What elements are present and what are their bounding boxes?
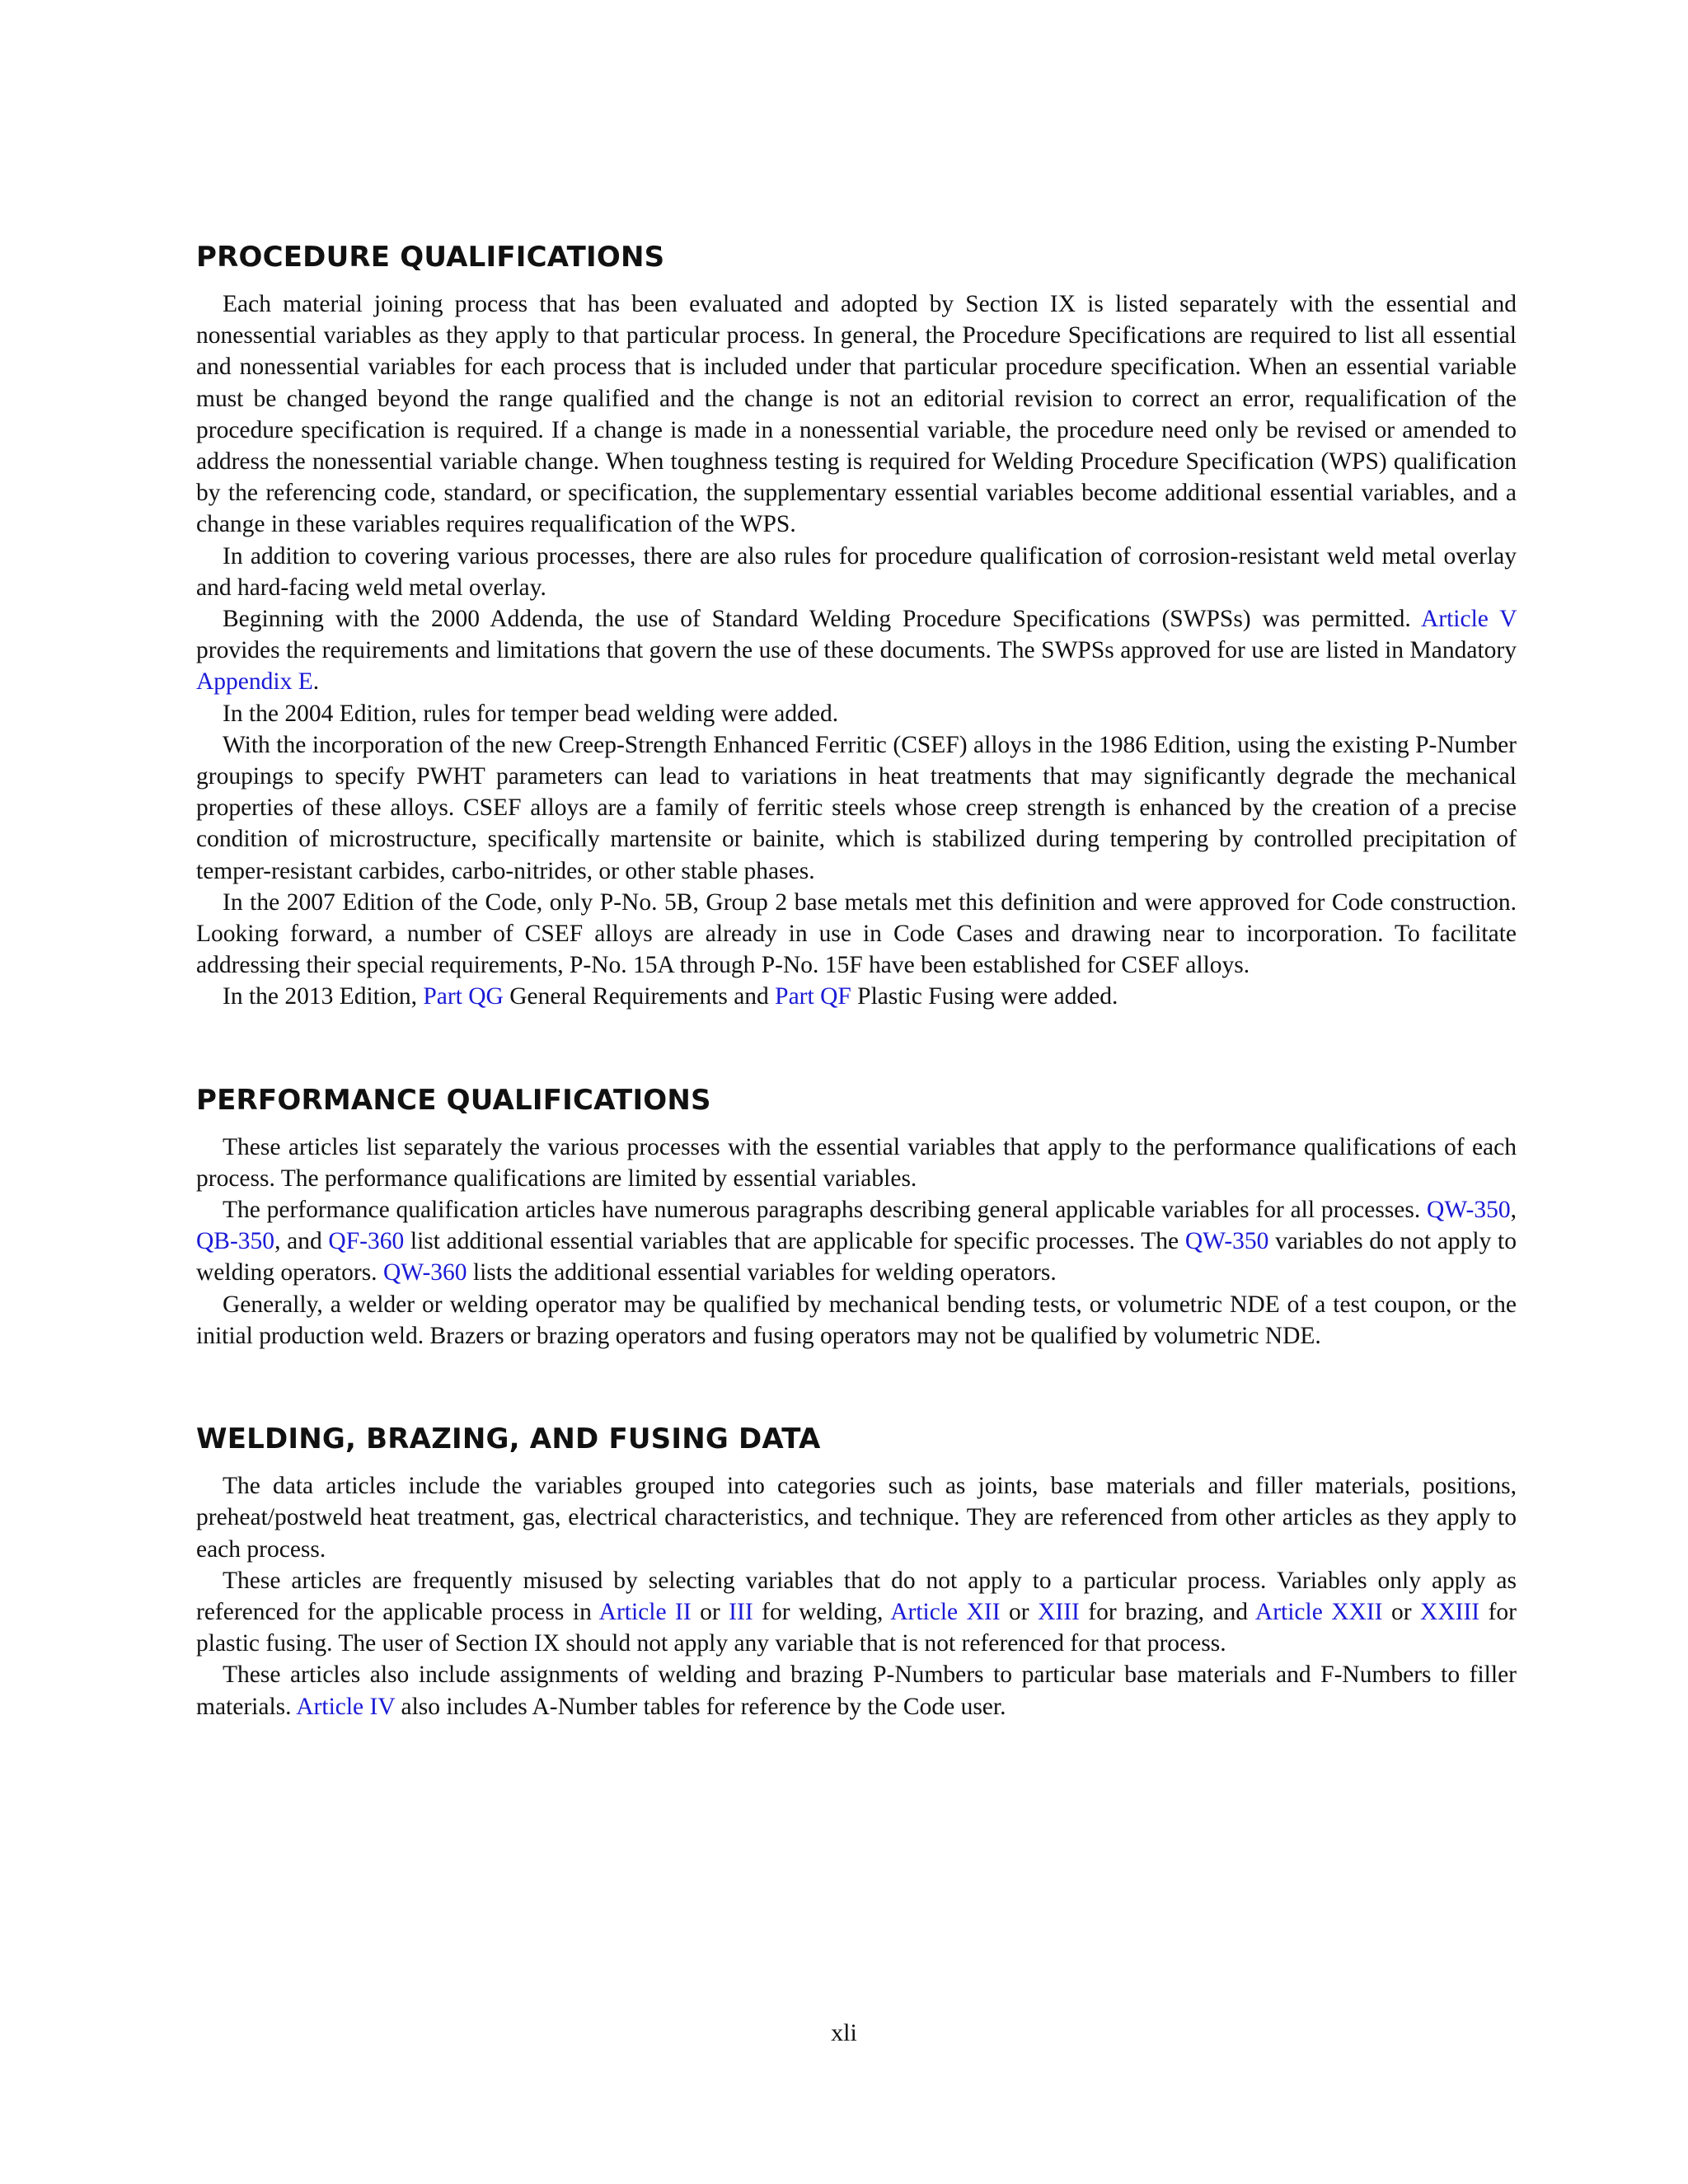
performance-qualifications-section [196, 1082, 1517, 1352]
text-segment: Beginning with the 2000 Addenda, the use of Standard Welding Procedure Specifications (SWPSs) was permitted. [223, 606, 1421, 633]
text-segment: or [691, 1598, 729, 1625]
data-paragraph-2 [196, 1565, 1517, 1660]
text-segment: The performance qualification articles have numerous paragraphs describing general applicable variables for all processes. [223, 1197, 1428, 1224]
article-iii-link[interactable]: III [729, 1598, 753, 1625]
data-paragraph-1: The data articles include the variables grouped into categories such as joints, base materials and filler materials, positions, preheat/postweld heat treatment, gas, electrical characteristics, and technique. They are referenced from other articles as they apply to each process. [196, 1473, 1517, 1563]
procedure-paragraph-3 [196, 603, 1517, 698]
procedure-qualifications-section [196, 239, 1517, 1013]
text-segment: General Requirements and [503, 983, 776, 1010]
performance-paragraph-1: These articles list separately the various processes with the essential variables that apply to the performance qualifications of each process. The performance qualifications are limited by essential variables. [196, 1133, 1517, 1192]
page-body [196, 239, 1517, 1722]
article-xxiii-link[interactable]: XXIII [1420, 1598, 1480, 1625]
text-segment: provides the requirements and limitations that govern the use of these documents. The SWPSs approved for use are listed in Mandatory [196, 637, 1517, 664]
article-xxii-link[interactable]: Article XXII [1254, 1598, 1383, 1625]
text-segment: Plastic Fusing were added. [851, 983, 1118, 1010]
qf-360-link[interactable]: QF-360 [328, 1228, 405, 1255]
article-v-link[interactable]: Article V [1420, 606, 1517, 633]
text-segment: In the 2013 Edition, [223, 983, 424, 1010]
text-segment: lists the additional essential variables for welding operators. [467, 1259, 1057, 1286]
article-ii-link[interactable]: Article II [598, 1598, 692, 1625]
procedure-paragraph-2: In addition to covering various processes, there are also rules for procedure qualification of corrosion-resistant weld metal overlay and hard-facing weld metal overlay. [196, 542, 1517, 601]
text-segment: These articles also include assignments of welding and brazing P-Numbers to particular base materials and F-Numbers to filler materials. [196, 1661, 1517, 1720]
text-segment: , and [274, 1228, 329, 1255]
qw-350-link[interactable]: QW-350 [1427, 1197, 1511, 1224]
text-segment: , [1510, 1197, 1517, 1224]
article-iv-link[interactable]: Article IV [296, 1693, 396, 1720]
performance-paragraph-3: Generally, a welder or welding operator may be qualified by mechanical bending tests, or volumetric NDE of a test coupon, or the initial production weld. Brazers or brazing operators and fusing operators may not be qualified by volumetric NDE. [196, 1291, 1517, 1349]
part-qf-link[interactable]: Part QF [775, 983, 851, 1010]
text-segment: for plastic fusing. The user of Section IX should not apply any variable that is not referenced for that process. [196, 1598, 1517, 1657]
qb-350-link[interactable]: QB-350 [196, 1228, 275, 1255]
performance-paragraph-2 [196, 1194, 1517, 1289]
text-segment: for brazing, and [1079, 1598, 1255, 1625]
text-segment: variables do not apply to welding operators. [196, 1228, 1517, 1286]
text-segment: or [1382, 1598, 1421, 1625]
welding-brazing-fusing-data-section [196, 1421, 1517, 1722]
procedure-paragraph-6: In the 2007 Edition of the Code, only P-No. 5B, Group 2 base metals met this definition and were approved for Code construction. Looking forward, a number of CSEF alloys are already in use in Code Cases and drawing near to incorporation. To facilitate addressing their special requirements, P-No. 15A through P-No. 15F have been established for CSEF alloys. [196, 888, 1517, 979]
procedure-paragraph-1: Each material joining process that has been evaluated and adopted by Section IX is listed separately with the essential and nonessential variables as they apply to that particular process. In general, the Procedure Specifications are required to list all essential and nonessential variables for each process that is included under that particular procedure specification. When an essential variable must be changed beyond the range qualified and the change is not an editorial revision to correct an error, requalification of the procedure specification is required. If a change is made in a nonessential variable, the procedure need only be revised or amended to address the nonessential variable change. When toughness testing is required for Welding Procedure Specification (WPS) qualification by the referencing code, standard, or specification, the supplementary essential variables become additional essential variables, and a change in these variables requires requalification of the WPS. [196, 291, 1517, 538]
data-paragraph-3 [196, 1659, 1517, 1722]
procedure-paragraph-4: In the 2004 Edition, rules for temper bead welding were added. [223, 700, 839, 727]
procedure-paragraph-7 [196, 981, 1517, 1012]
text-segment: for welding, [753, 1598, 891, 1625]
procedure-paragraph-5: With the incorporation of the new Creep-Strength Enhanced Ferritic (CSEF) alloys in the 1986 Edition, using the existing P-Number groupings to specify PWHT parameters can lead to variations in heat treatments that may significantly degrade the mechanical properties of these alloys. CSEF alloys are a family of ferritic steels whose creep strength is enhanced by the creation of a precise condition of microstructure, specifically martensite or bainite, which is stabilized during tempering by controlled precipitation of temper-resistant carbides, carbo-nitrides, or other stable phases. [196, 731, 1517, 884]
appendix-e-link[interactable]: Appendix E [196, 668, 313, 696]
procedure-qualifications-heading: PROCEDURE QUALIFICATIONS [196, 241, 665, 274]
article-xiii-link[interactable]: XIII [1038, 1598, 1080, 1625]
page-number: xli [831, 2019, 857, 2046]
part-qg-link[interactable]: Part QG [423, 983, 504, 1010]
performance-qualifications-heading: PERFORMANCE QUALIFICATIONS [196, 1083, 711, 1117]
text-segment: list additional essential variables that are applicable for specific processes. The [404, 1228, 1185, 1255]
qw-350-link-2[interactable]: QW-350 [1184, 1228, 1269, 1255]
text-segment: These articles are frequently misused by selecting variables that do not apply to a particular process. Variables only apply as referenced for the applicable process in [196, 1567, 1517, 1625]
text-segment: also includes A-Number tables for reference by the Code user. [395, 1693, 1006, 1720]
welding-brazing-fusing-data-heading: WELDING, BRAZING, AND FUSING DATA [196, 1422, 821, 1456]
article-xii-link[interactable]: Article XII [890, 1598, 1001, 1625]
text-segment: or [1000, 1598, 1039, 1625]
qw-360-link[interactable]: QW-360 [382, 1259, 467, 1286]
text-segment: . [312, 668, 320, 696]
